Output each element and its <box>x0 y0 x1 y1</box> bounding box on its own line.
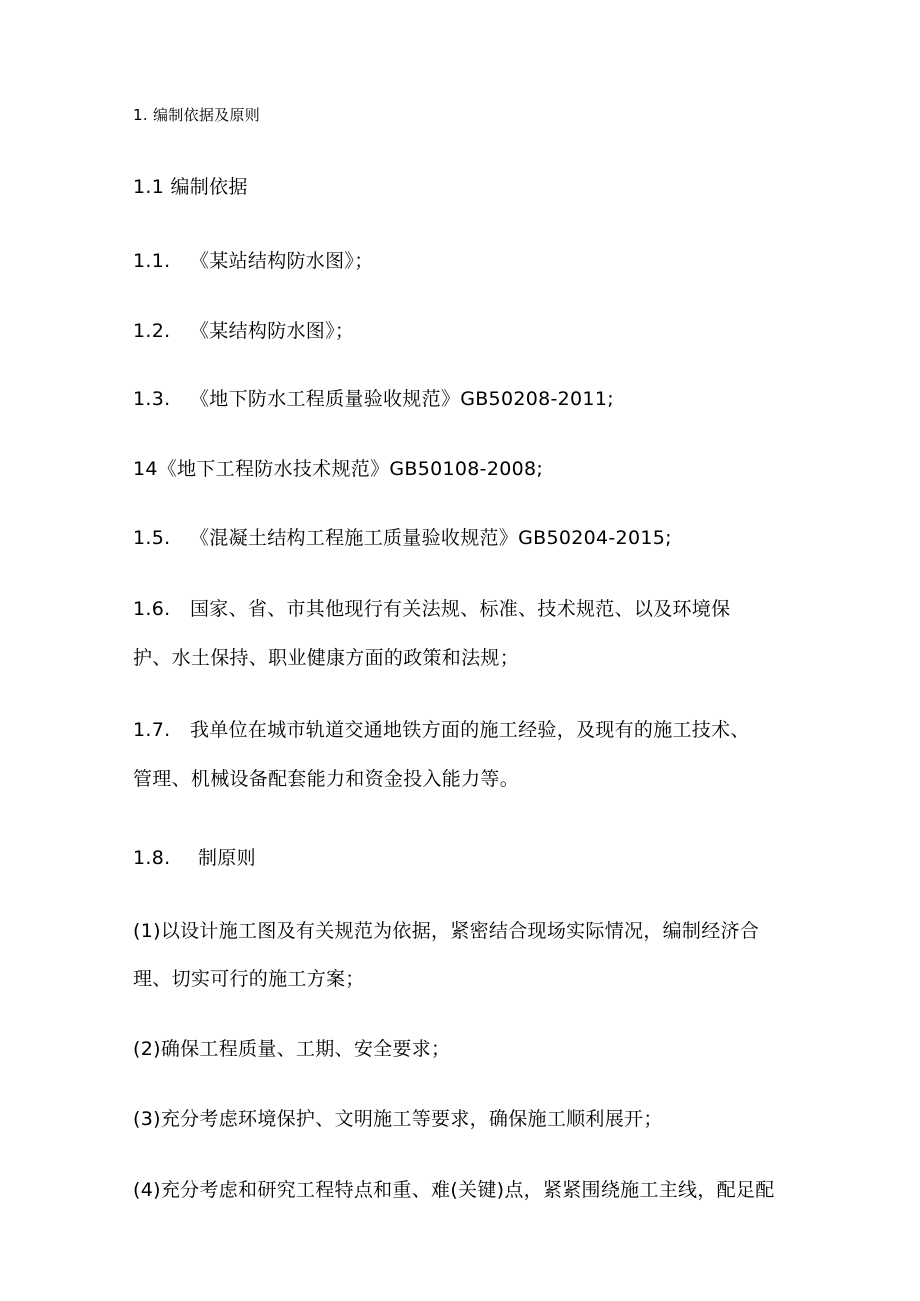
list-item <box>133 846 256 870</box>
item-number: 1.8. <box>133 847 171 869</box>
item-number: 1.2. <box>133 320 171 342</box>
item-text: 制原则 <box>198 847 256 869</box>
list-item <box>133 526 672 550</box>
list-item <box>133 249 374 273</box>
principle-item: (1)以设计施工图及有关规范为依据，紧密结合现场实际情况，编制经济合 <box>133 920 760 942</box>
item-text: 14《地下工程防水技术规范》GB50108-2008; <box>133 458 544 480</box>
item-text: 《地下防水工程质量验收规范》GB50208-2011; <box>190 388 614 410</box>
item-text: 国家、省、市其他现行有关法规、标准、技术规范、以及环境保 <box>190 598 731 620</box>
item-text: 我单位在城市轨道交通地铁方面的施工经验，及现有的施工技术、 <box>190 719 750 741</box>
principle-item-continuation: 理、切实可行的施工方案； <box>133 968 365 990</box>
item-number: 1.7. <box>133 719 171 741</box>
item-number: 1.6. <box>133 598 171 620</box>
principle-item: (3)充分考虑环境保护、文明施工等要求，确保施工顺利展开； <box>133 1108 663 1130</box>
item-number: 1.3. <box>133 388 171 410</box>
principle-item: (4)充分考虑和研究工程特点和重、难(关键)点，紧紧围绕施工主线，配足配 <box>133 1179 775 1201</box>
item-text: 《某结构防水图》； <box>190 320 355 342</box>
section-heading: 1. 编制依据及原则 <box>133 106 261 124</box>
list-item <box>133 597 730 621</box>
subsection-heading: 1.1 编制依据 <box>133 176 248 198</box>
item-text: 《某站结构防水图》； <box>190 250 374 272</box>
item-number: 1.1. <box>133 250 171 272</box>
list-item <box>133 387 614 411</box>
list-item <box>133 319 354 343</box>
list-item-continuation: 管理、机械设备配套能力和资金投入能力等。 <box>133 768 520 790</box>
item-number: 1.5. <box>133 527 171 549</box>
list-item-continuation: 护、水土保持、职业健康方面的政策和法规； <box>133 647 520 669</box>
item-text: 《混凝土结构工程施工质量验收规范》GB50204-2015; <box>190 527 672 549</box>
list-item <box>133 718 750 742</box>
list-item <box>133 457 543 481</box>
principle-item: (2)确保工程质量、工期、安全要求； <box>133 1038 451 1060</box>
